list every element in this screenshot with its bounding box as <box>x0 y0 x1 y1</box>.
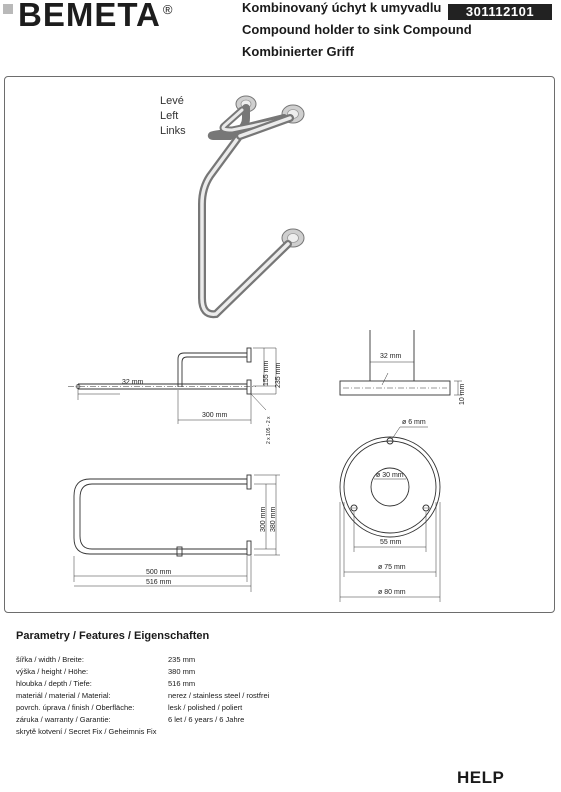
dim-side-155: 155 mm <box>263 360 270 386</box>
product-code: 301112101 <box>448 4 552 20</box>
parameters-title: Parametry / Features / Eigenschaften <box>16 630 210 642</box>
parameter-row: povrch. úprava / finish / Oberfläche: lesk / polished / poliert <box>16 703 243 712</box>
dim-plate-10: 10 mm <box>459 383 466 405</box>
side-view-drawing <box>60 340 290 450</box>
dim-top-380: 380 mm <box>270 506 277 532</box>
dim-side-235: 235 mm <box>275 362 282 388</box>
dim-side-300: 300 mm <box>202 412 228 419</box>
parameters-table <box>16 654 316 738</box>
parameter-row: výška / height / Höhe: 380 mm <box>16 667 196 676</box>
product-line-label: HELP <box>457 768 505 787</box>
dim-round-6: ø 6 mm <box>402 419 426 426</box>
parameter-row: šířka / width / Breite: 235 mm <box>16 655 196 664</box>
parameter-row: záruka / warranty / Garantie: 6 let / 6 years / 6 Jahre <box>16 715 245 724</box>
parameter-row: skrytě kotvení / Secret Fix / Geheimnis Fix <box>16 727 157 736</box>
top-view-drawing <box>60 468 290 593</box>
dim-top-500: 500 mm <box>146 569 172 576</box>
plate-profile-drawing <box>330 325 475 410</box>
dim-round-30: ø 30 mm <box>376 472 404 479</box>
dim-round-55: 55 mm <box>380 539 402 546</box>
variant-en: Left <box>160 110 179 122</box>
title-cz: Kombinovaný úchyt k umyvadlu <box>242 0 442 15</box>
brand-logo: BEMETA ® <box>18 0 174 33</box>
parameter-row: hloubka / depth / Tiefe: 516 mm <box>16 679 196 688</box>
product-illustration <box>180 88 330 338</box>
dim-top-516: 516 mm <box>146 579 172 586</box>
title-de: Kombinierter Griff <box>242 44 354 59</box>
dim-plate-32: 32 mm <box>380 353 402 360</box>
dim-side-holes: 2 x 105 - 2 x <box>266 416 272 444</box>
round-plate-drawing <box>332 412 452 607</box>
dim-top-300: 300 mm <box>260 506 267 532</box>
title-en: Compound holder to sink Compound <box>242 22 472 37</box>
variant-de: Links <box>160 125 186 137</box>
dim-round-75: ø 75 mm <box>378 564 406 571</box>
logo-square <box>3 4 13 14</box>
dim-round-80: ø 80 mm <box>378 589 406 596</box>
dim-side-32: 32 mm <box>122 379 144 386</box>
variant-cz: Levé <box>160 95 184 107</box>
parameter-row: materiál / material / Material: nerez / stainless steel / rostfrei <box>16 691 270 700</box>
